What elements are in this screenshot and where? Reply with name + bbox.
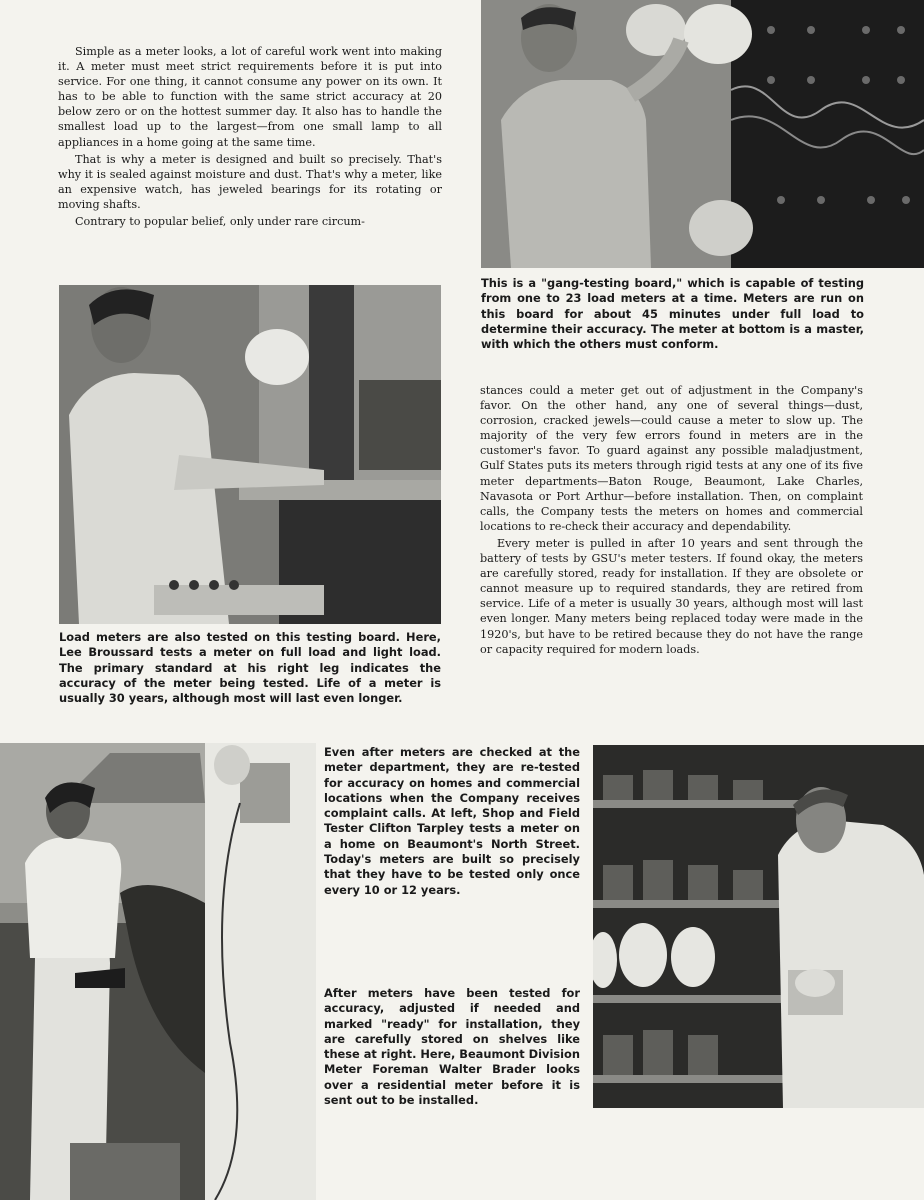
- intro-paragraph: Simple as a meter looks, a lot of careful work went into making it. A meter must meet strict requirements before it is put into service. For one thing, it cannot consume any power on its own. It has to be able to function with the same strict accuracy at 20 below zero or on the hottest summer day. It also has to handle the smallest load up to the largest—from one small lamp to all appliances in a home going at the same time.: [58, 45, 442, 149]
- photo-field-test: [0, 743, 316, 1200]
- caption-field-test: Even after meters are checked at the meter department, they are re-tested for accuracy on homes and commercial locations when the Company receives complaint calls. At left, Shop and Field Tester Clifton Tarpley tests a meter on a home on Beaumont's North Street. Today's meters are built so precisely that they have to be tested only once every 10 or 12 years.: [324, 745, 580, 897]
- caption-gang-testing-board: This is a "gang-testing board," which is capable of testing from one to 23 load meters at a time. Meters are run on this board for about 45 minutes under full load to determine their accuracy. The meter at bottom is a master, with which the others must conform.: [481, 276, 864, 352]
- continued-paragraph: Every meter is pulled in after 10 years and sent through the battery of tests by GSU's meter testers. If found okay, the meters are carefully stored, ready for installation. If they are obsolete or cannot measure up to required standards, they are retired from service. Life of a meter is usually 30 years, although most will last even longer. Many meters being replaced today were made in the 1920's, but have to be retired because they do not have the range or capacity required for modern loads.: [480, 536, 863, 656]
- photo-gang-testing-board: [481, 0, 924, 268]
- intro-paragraph: Contrary to popular belief, only under rare circum-: [75, 215, 365, 229]
- photo-load-testing-board: [59, 285, 441, 624]
- caption-storage: After meters have been tested for accuracy, adjusted if needed and marked "ready" for installation, they are carefully stored on shelves like these at right. Here, Beaumont Division Meter Foreman Walter Brader looks over a residential meter before it is sent out to be installed.: [324, 986, 580, 1108]
- photo-meter-storage: [593, 745, 924, 1108]
- intro-paragraph: That is why a meter is designed and built so precisely. That's why it is sealed against moisture and dust. That's why a meter, like an expensive watch, has jeweled bearings for its rotating or moving shafts.: [58, 152, 442, 211]
- article-intro-text: [58, 44, 442, 231]
- caption-load-testing-board: Load meters are also tested on this testing board. Here, Lee Broussard tests a meter on full load and light load. The primary standard at his right leg indicates the accuracy of the meter being tested. Life of a meter is usually 30 years, although most will last even longer.: [59, 630, 441, 706]
- article-continued-text: [480, 383, 863, 659]
- continued-paragraph: stances could a meter get out of adjustment in the Company's favor. On the other hand, any one of several things—dust, corrosion, cracked jewels—could cause a meter to slow up. The majority of the very few errors found in meters are in the customer's favor. To guard against any possible maladjustment, Gulf States puts its meters through rigid tests at any one of its five meter departments—Baton Rouge, Beaumont, Lake Charles, Navasota or Port Arthur—before installation. Then, on complaint calls, the Company tests the meters on homes and commercial locations to re-check their accuracy and dependability.: [480, 384, 863, 533]
